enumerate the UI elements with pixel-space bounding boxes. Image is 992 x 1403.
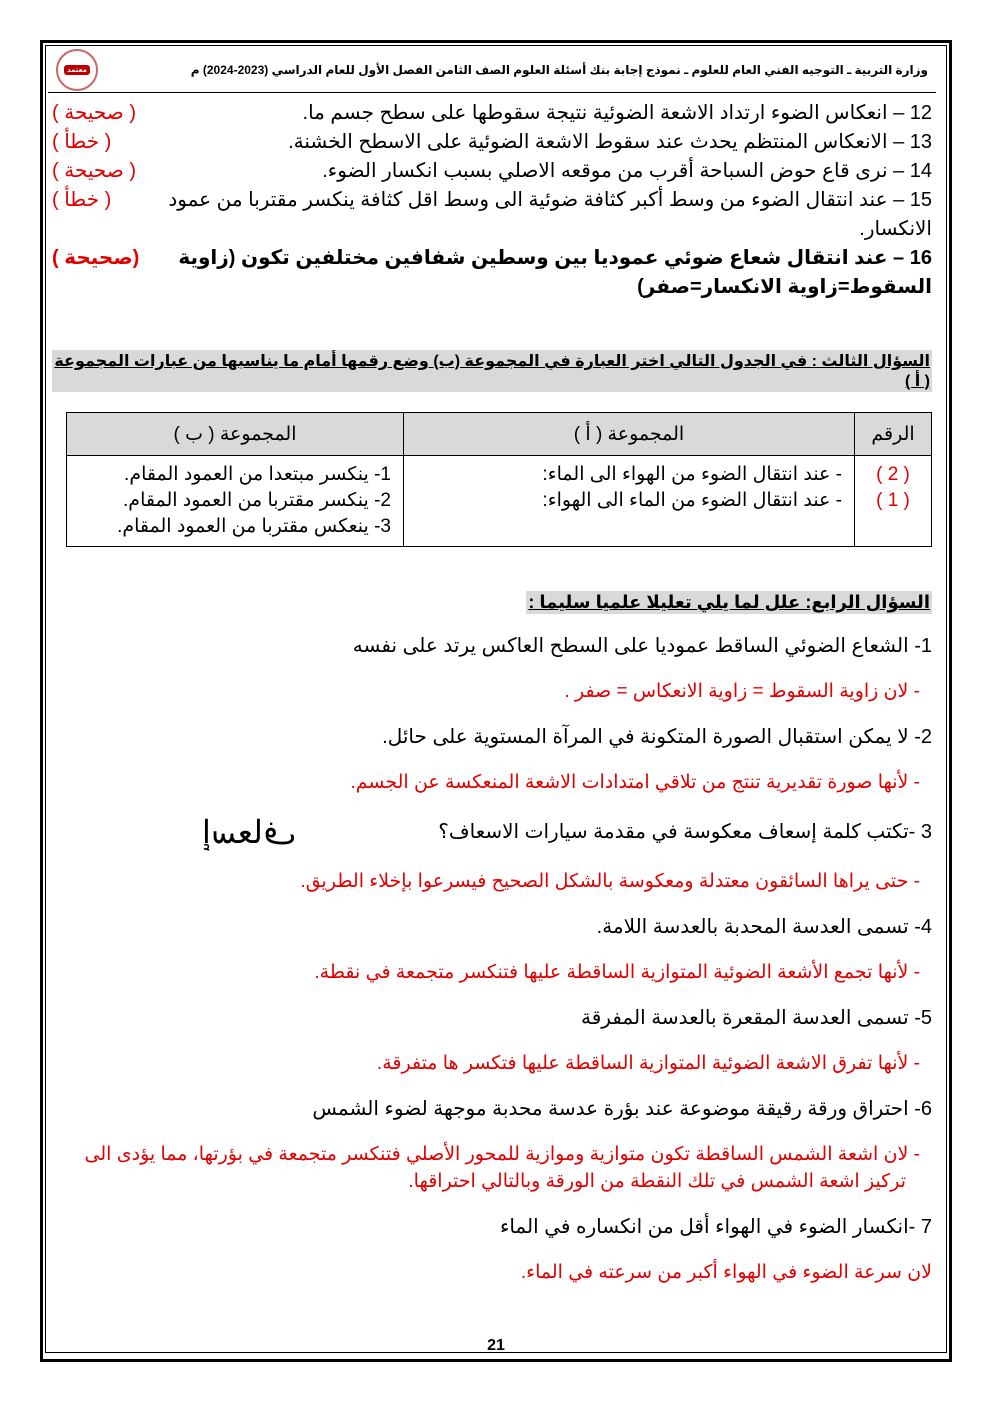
reason-answer-line: - لان اشعة الشمس الساقطة تكون متوازية وموازية للمحور الأصلي فتنكسر متجمعة في بؤرتها، مما يؤدى الى xyxy=(84,1144,920,1165)
answer-14: ( صحيحة ) xyxy=(52,160,136,182)
answer-16: (صحيحة ) xyxy=(52,247,140,269)
reason-answer: لان سرعة الضوء في الهواء أكبر من سرعته في الماء. xyxy=(520,1262,932,1283)
statement-row-14 xyxy=(52,157,932,186)
group-a-item: - عند انتقال الضوء من الهواء الى الماء: xyxy=(542,464,842,485)
match-number: ( 1 ) xyxy=(876,490,910,511)
mirrored-ambulance-word: إسعاف xyxy=(202,813,297,851)
reason-answer: - حتى يراها السائقون معتدلة ومعكوسة بالشكل الصحيح فيسرعوا بإخلاء الطريق. xyxy=(300,871,920,892)
reason-question-row xyxy=(52,814,932,850)
reason-question: 6- احتراق ورقة رقيقة موضوعة عند بؤرة عدسة محدبة موجهة لضوء الشمس xyxy=(312,1098,932,1120)
group-a-item: - عند انتقال الضوء من الماء الى الهواء: xyxy=(542,490,842,511)
statement-16: 16 – عند انتقال شعاع ضوئي عموديا بين وسطين شفافين مختلفين تكون (زاوية السقوط=زاوية الانكسار=صفر) xyxy=(178,247,932,298)
reason-answer: - لان زاوية السقوط = زاوية الانعكاس = صفر . xyxy=(564,681,920,702)
reason-answer: - لأنها تفرق الاشعة الضوئية المتوازية الساقطة عليها فتكسر ها متفرقة. xyxy=(376,1053,920,1074)
answer-12: ( صحيحة ) xyxy=(52,102,136,124)
ministry-logo xyxy=(56,49,98,91)
statement-row-16 xyxy=(52,244,932,302)
header-title: وزارة التربية ـ التوجيه الفني العام للعلوم ـ نموذج إجابة بنك أسئلة العلوم الصف الثامن الفصل الأول للعام الدراسي (2023-2024) م xyxy=(190,63,928,77)
header-number: الرقم xyxy=(855,413,932,456)
reason-question: 7 -انكسار الضوء في الهواء أقل من انكساره في الماء xyxy=(499,1216,932,1238)
answer-13: ( خطأ ) xyxy=(52,131,112,153)
logo-stamp-text: معتمد xyxy=(64,65,90,75)
page-number: 21 xyxy=(487,1337,505,1354)
statement-12: 12 – انعكاس الضوء ارتداد الاشعة الضوئية نتيجة سقوطها على سطح جسم ما. xyxy=(302,102,932,124)
statement-row-15 xyxy=(52,186,932,244)
group-b-item: 3- ينعكس مقتربا من العمود المقام. xyxy=(117,516,391,537)
statement-15: 15 – عند انتقال الضوء من وسط أكبر كثافة ضوئية الى وسط اقل كثافة ينكسر مقتربا من عمود الانكسار. xyxy=(168,189,932,240)
matching-table xyxy=(66,412,932,547)
match-number: ( 2 ) xyxy=(876,464,910,485)
reason-question: 5- تسمى العدسة المقعرة بالعدسة المفرقة xyxy=(580,1007,932,1029)
statement-13: 13 – الانعكاس المنتظم يحدث عند سقوط الاشعة الضوئية على الاسطح الخشنة. xyxy=(288,131,932,153)
reason-answer xyxy=(52,1141,932,1195)
reason-answer: - لأنها صورة تقديرية تنتج من تلاقي امتدادات الاشعة المنعكسة عن الجسم. xyxy=(350,772,920,793)
question-4-title: السؤال الرابع: علل لما يلي تعليلا علميا سليما : xyxy=(528,592,930,612)
page-content xyxy=(52,50,932,1286)
statement-14: 14 – نرى قاع حوض السباحة أقرب من موقعه الاصلي بسبب انكسار الضوء. xyxy=(322,160,932,182)
reason-question: 4- تسمى العدسة المحدبة بالعدسة اللامة. xyxy=(596,916,932,938)
reason-question: 1- الشعاع الضوئي الساقط عموديا على السطح العاكس يرتد على نفسه xyxy=(352,635,932,657)
header-group-b: المجموعة ( ب ) xyxy=(67,413,404,456)
reason-question: 2- لا يمكن استقبال الصورة المتكونة في المرآة المستوية على حائل. xyxy=(382,726,932,748)
statement-row-12 xyxy=(52,99,932,128)
group-b-item: 1- ينكسر مبتعدا من العمود المقام. xyxy=(124,464,391,485)
page-header xyxy=(48,50,936,93)
statement-row-13 xyxy=(52,128,932,157)
true-false-list xyxy=(52,99,932,302)
question-3-title: السؤال الثالث : في الجدول التالي اختر العبارة في المجموعة (ب) وضع رقمها أمام ما يناسبها من عبارات المجموعة ( أ ) xyxy=(52,350,932,392)
reason-answer-continued: تركيز اشعة الشمس في تلك النقطة من الورقة وبالتالي احتراقها. xyxy=(408,1171,906,1192)
reason-answer: - لأنها تجمع الأشعة الضوئية المتوازية الساقطة عليها فتنكسر متجمعة في نقطة. xyxy=(314,962,920,983)
group-b-item: 2- ينكسر مقتربا من العمود المقام. xyxy=(123,490,391,511)
answer-15: ( خطأ ) xyxy=(52,189,112,211)
header-group-a: المجموعة ( أ ) xyxy=(404,413,855,456)
reason-question: 3 -تكتب كلمة إسعاف معكوسة في مقدمة سيارات الاسعاف؟ xyxy=(438,821,932,843)
